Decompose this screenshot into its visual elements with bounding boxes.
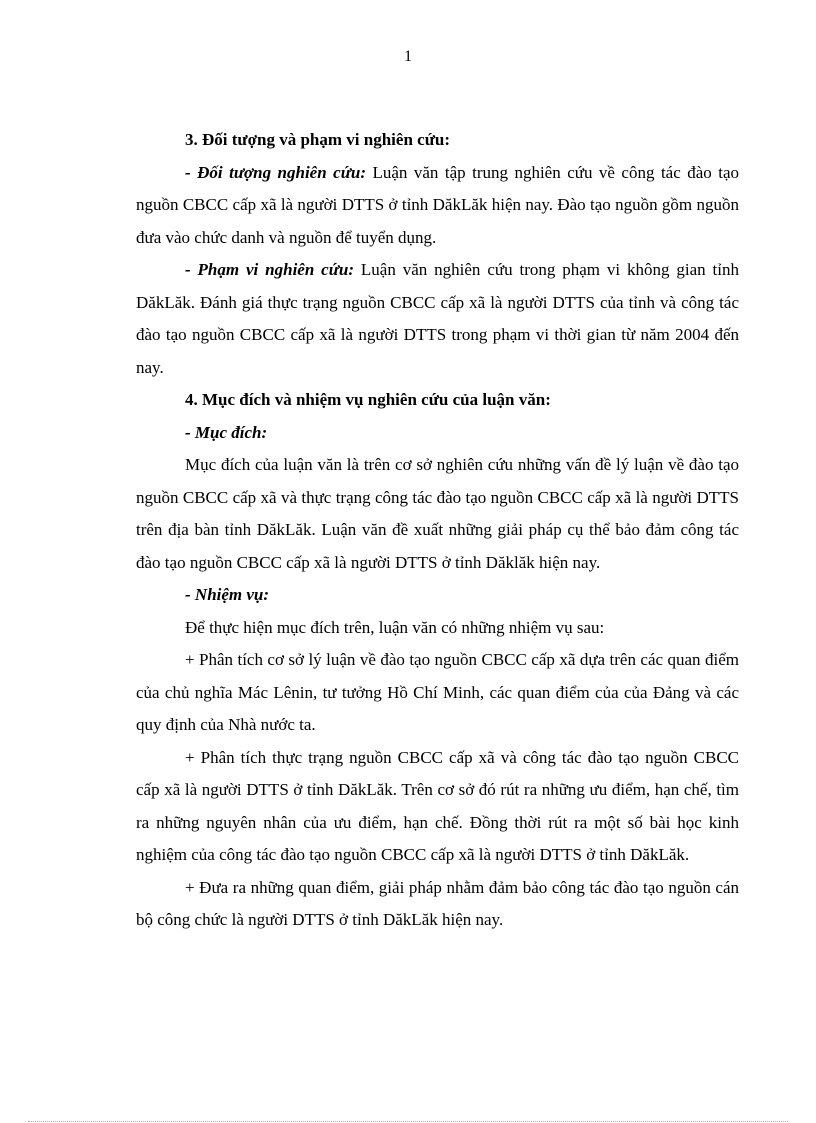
purpose-paragraph: Mục đích của luận văn là trên cơ sở nghiên cứu những vấn đề lý luận về đào tạo nguồn CBCC cấp xã và thực trạng công tác đào tạo nguồn CBCC cấp xã là người DTTS trên địa bàn tỉnh DăkLăk. Luận văn đề xuất những giải pháp cụ thể bảo đảm công tác đào tạo nguồn CBCC cấp xã là người DTTS ở tỉnh Dăklăk hiện nay. bbox=[136, 455, 739, 572]
research-object-label: - Đối tượng nghiên cứu: bbox=[185, 162, 366, 182]
research-object-text: Luận văn tập trung nghiên cứu về công tác đào tạo nguồn CBCC cấp xã là người DTTS ở tỉnh DăkLăk hiện nay. Đào tạo nguồn gồm nguồn đưa vào chức danh và nguồn để tuyển dụng. bbox=[136, 162, 740, 247]
purpose-label: - Mục đích: bbox=[185, 422, 268, 442]
document-body bbox=[136, 124, 739, 937]
research-scope-paragraph bbox=[136, 254, 739, 384]
tasks-intro: Để thực hiện mục đích trên, luận văn có những nhiệm vụ sau: bbox=[185, 617, 605, 637]
section-4-heading: 4. Mục đích và nhiệm vụ nghiên cứu của luận văn: bbox=[185, 390, 551, 409]
tasks-label: - Nhiệm vụ: bbox=[185, 585, 270, 604]
page-number: 1 bbox=[404, 48, 412, 65]
task-item-3: + Đưa ra những quan điểm, giải pháp nhằm đảm bảo công tác đào tạo nguồn cán bộ công chức là người DTTS ở tỉnh DăkLăk hiện nay. bbox=[136, 877, 739, 929]
task-item-1: + Phân tích cơ sở lý luận về đào tạo nguồn CBCC cấp xã dựa trên các quan điểm của chủ nghĩa Mác Lênin, tư tưởng Hồ Chí Minh, các quan điểm của của Đảng và các quy định của Nhà nước ta. bbox=[136, 650, 739, 734]
page-bottom-divider bbox=[28, 1121, 788, 1122]
research-scope-text: Luận văn nghiên cứu trong phạm vi không gian tỉnh DăkLăk. Đánh giá thực trạng nguồn CBCC cấp xã là người DTTS của tỉnh và công tác đào tạo nguồn CBCC cấp xã là người DTTS trong phạm vi thời gian từ năm 2004 đến nay. bbox=[136, 260, 739, 377]
research-object-paragraph bbox=[136, 157, 739, 255]
section-3-heading: 3. Đối tượng và phạm vi nghiên cứu: bbox=[185, 130, 451, 149]
task-item-2: + Phân tích thực trạng nguồn CBCC cấp xã và công tác đào tạo nguồn CBCC cấp xã là người DTTS ở tỉnh DăkLăk. Trên cơ sở đó rút ra những ưu điểm, hạn chế, tìm ra những nguyên nhân của ưu điểm, hạn chế. Đồng thời rút ra một số bài học kinh nghiệm của công tác đào tạo nguồn CBCC cấp xã là người DTTS ở tỉnh DăkLăk. bbox=[136, 747, 739, 864]
research-scope-label: - Phạm vi nghiên cứu: bbox=[185, 260, 355, 279]
